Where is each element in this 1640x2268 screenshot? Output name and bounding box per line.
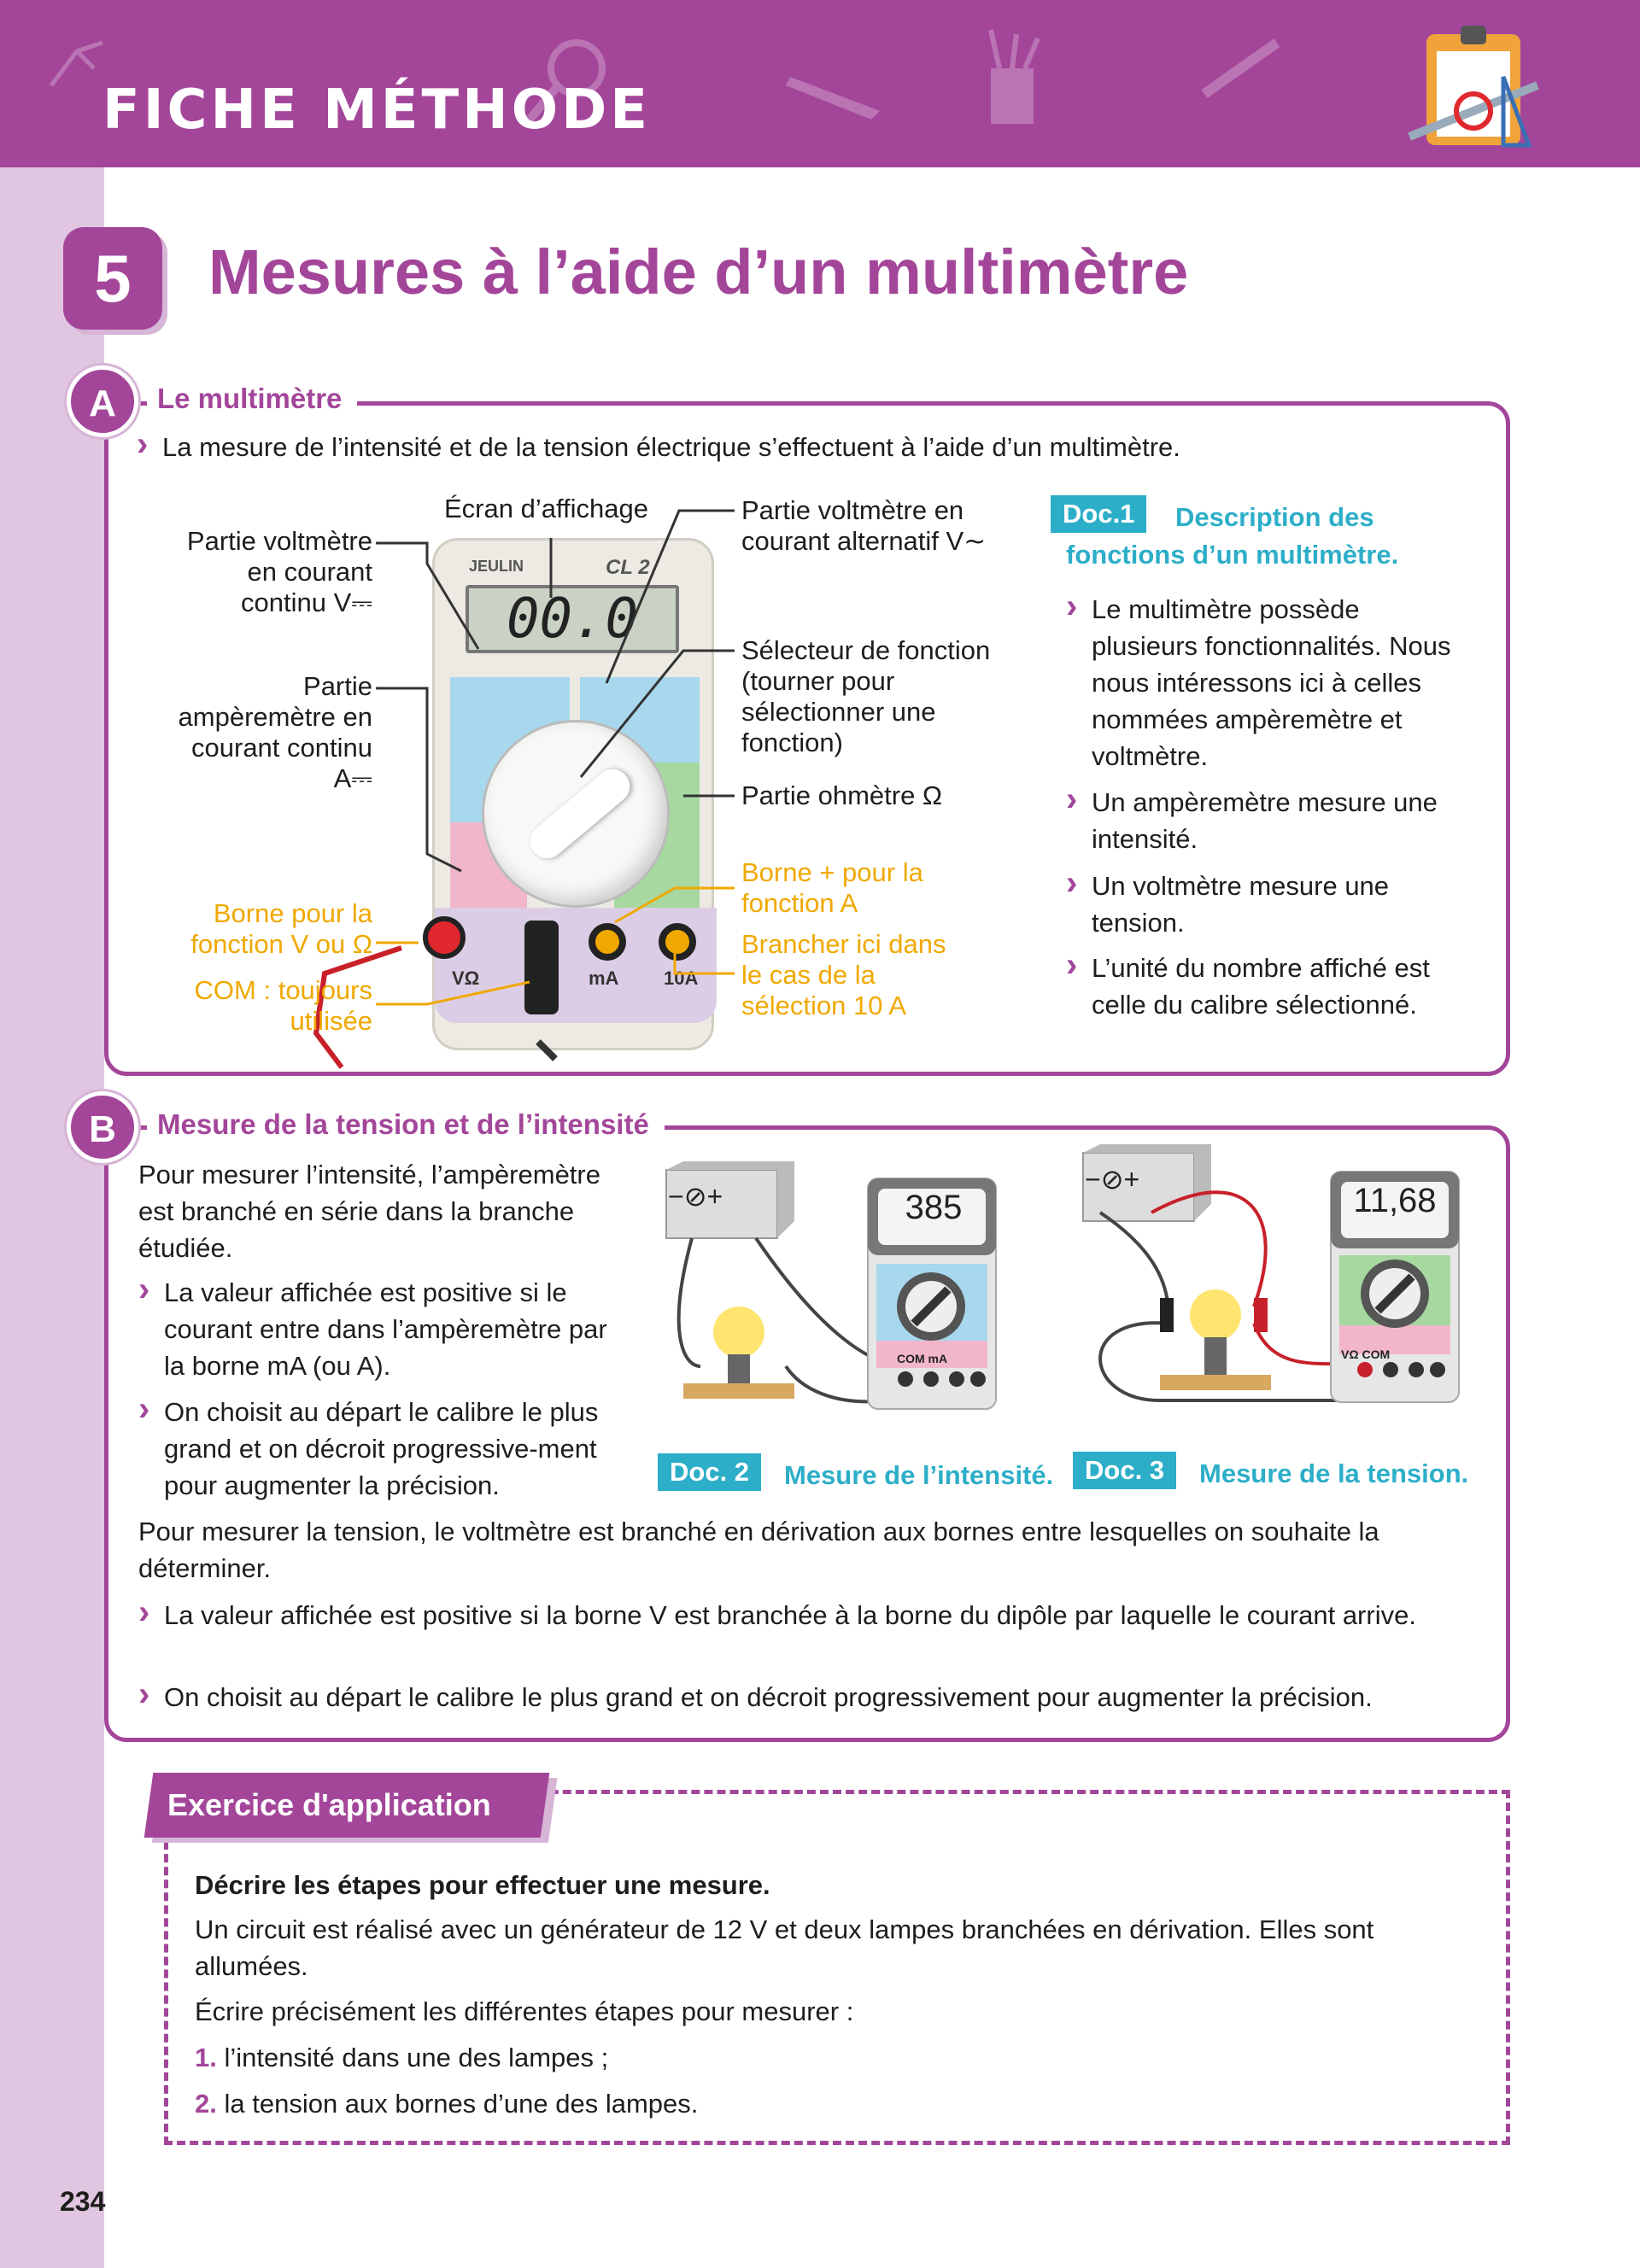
doc3-terminal-labels: VΩ COM	[1341, 1347, 1391, 1361]
doc3-tag: Doc. 3	[1073, 1452, 1176, 1489]
intensity-point-1: › La valeur affichée est positive si le courant entre dans l’ampèremètre par la borne mA (ou A).	[138, 1274, 625, 1384]
label-v-ohm-terminal: Borne pour la fonction V ou Ω	[190, 898, 372, 959]
exercise-item-1	[195, 2039, 1476, 2076]
exercise-item-2	[195, 2085, 1476, 2122]
doc1-point-2: › Un ampèremètre mesure une intensité.	[1066, 784, 1467, 857]
doc2-terminal-labels: COM mA	[897, 1352, 948, 1365]
terminal-label-ma: mA	[589, 967, 619, 989]
exercise-title: Décrire les étapes pour effectuer une mesure.	[195, 1870, 770, 1900]
section-a-intro: › La mesure de l’intensité et de la tension électrique s’effectuent à l’aide d’un multimètre.	[137, 429, 1469, 465]
exercise-paragraph-1: Un circuit est réalisé avec un générateur de 12 V et deux lampes branchées en dérivation. Elles sont allumées.	[195, 1914, 1374, 1981]
label-10a: Brancher ici dans le cas de la sélection 10 A	[741, 929, 946, 1020]
doc1-point-3: › Un voltmètre mesure une tension.	[1066, 868, 1467, 941]
exercise-paragraph-2: Écrire précisément les différentes étapes pour mesurer :	[195, 1996, 854, 2026]
doc2-caption: Mesure de l’intensité.	[784, 1460, 1054, 1490]
doc2-reading: 385	[905, 1189, 963, 1226]
doc2-generator-symbol: −⊘+	[668, 1181, 723, 1212]
section-b-letter: B	[67, 1091, 138, 1163]
doc1-point-4: › L’unité du nombre affiché est celle du calibre sélectionné.	[1066, 950, 1467, 1023]
label-selector: Sélecteur de fonction (tourner pour sélectionner une fonction)	[741, 635, 991, 757]
doc3-caption: Mesure de la tension.	[1199, 1458, 1469, 1488]
doc2-tag: Doc. 2	[658, 1453, 761, 1491]
doc1-point-1: › Le multimètre possède plusieurs fonctionnalités. Nous nous intéressons ici à celles nommées ampèremètre et voltmètre.	[1066, 591, 1467, 775]
terminal-label-10a: 10A	[664, 967, 699, 989]
section-a-letter: A	[67, 365, 138, 437]
section-a-heading: Le multimètre	[147, 383, 357, 415]
label-volt-dc: Partie voltmètre en courant continu V⎓	[186, 526, 372, 617]
meter-model: CL 2	[606, 556, 650, 579]
doc3-reading: 11,68	[1353, 1182, 1437, 1219]
chapter-number-badge: 5	[63, 227, 162, 330]
label-screen: Écran d’affichage	[444, 494, 648, 523]
exercise-item-2-number: 2.	[195, 2089, 217, 2119]
terminal-label-vohm: VΩ	[452, 967, 480, 989]
exercise-item-1-number: 1.	[195, 2043, 217, 2072]
exercise-tab-label: Exercice d'application	[167, 1787, 491, 1822]
label-plus-a: Borne + pour la fonction A	[741, 857, 923, 918]
page-number: 234	[60, 2186, 106, 2217]
tension-point-1: › La valeur affichée est positive si la borne V est branchée à la borne du dipôle par laquelle le courant arrive.	[138, 1597, 1479, 1634]
intensity-intro: Pour mesurer l’intensité, l’ampèremètre est branché en série dans la branche étudiée.	[138, 1160, 600, 1263]
label-com-terminal: COM : toujours utilisée	[194, 975, 372, 1036]
label-ohm: Partie ohmètre Ω	[741, 780, 943, 810]
doc1-tag: Doc.1	[1051, 495, 1146, 533]
section-b-heading: Mesure de la tension et de l’intensité	[147, 1108, 665, 1141]
header-title: FICHE MÉTHODE	[102, 79, 651, 142]
tension-point-2: › On choisit au départ le calibre le plus grand et on décroit progressivement pour augmenter la précision.	[138, 1679, 1479, 1716]
page-title: Mesures à l’aide d’un multimètre	[208, 237, 1189, 307]
meter-brand: JEULIN	[469, 558, 524, 575]
label-volt-ac: Partie voltmètre en courant alternatif V∼	[741, 495, 987, 556]
meter-display: 00.0	[466, 585, 679, 653]
exercise-tab	[144, 1773, 550, 1838]
doc1-caption: Description des fonctions d’un multimètre.	[1066, 502, 1399, 570]
doc3-generator-symbol: −⊘+	[1085, 1164, 1140, 1195]
intensity-point-2: › On choisit au départ le calibre le plus grand et on décroit progressive-ment pour augmenter la précision.	[138, 1394, 625, 1504]
exercise-item-1-text: l’intensité dans une des lampes ;	[224, 2043, 609, 2072]
exercise-item-2-text: la tension aux bornes d’une des lampes.	[224, 2089, 699, 2119]
label-amp-dc: Partie ampèremètre en courant continu A⎓	[178, 671, 372, 793]
tension-intro: Pour mesurer la tension, le voltmètre est branché en dérivation aux bornes entre lesquelles on souhaite la déterminer.	[138, 1517, 1379, 1583]
